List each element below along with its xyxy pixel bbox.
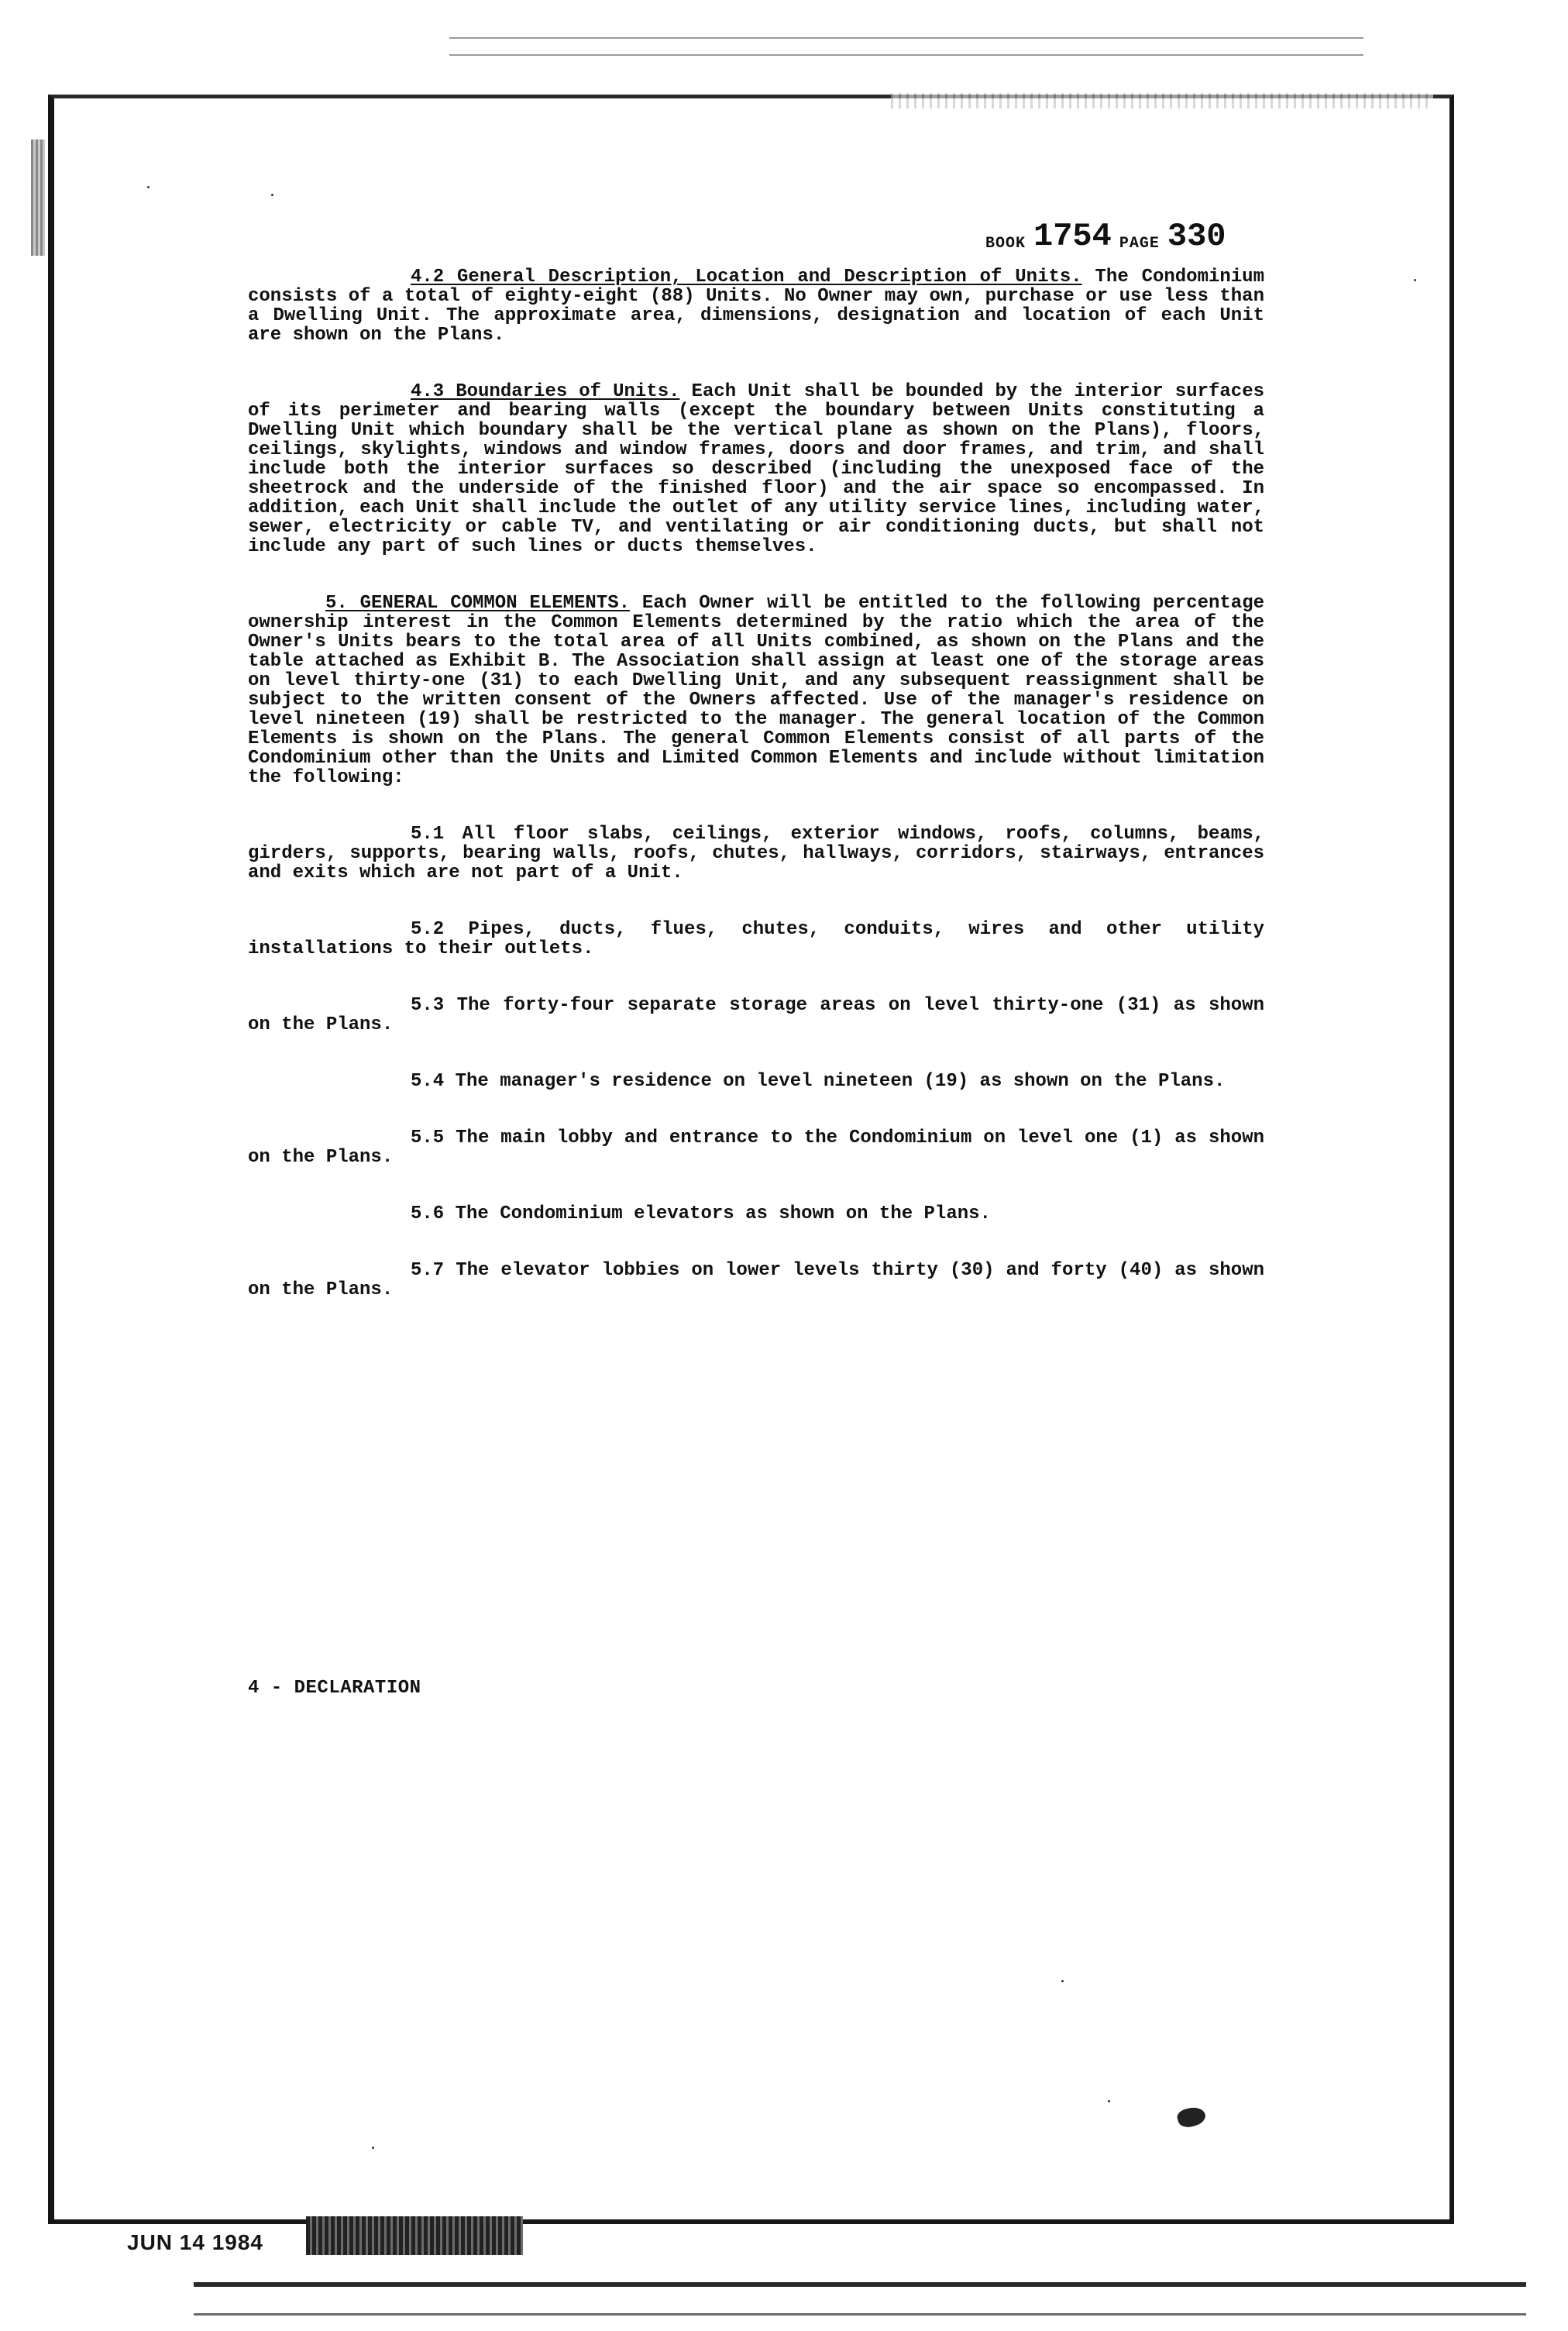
scan-dark-strip [306, 2216, 523, 2255]
section-5-6-body: The Condominium elevators as shown on the Plans. [455, 1203, 991, 1224]
section-5-3 [248, 996, 1264, 1035]
section-5-4 [248, 1072, 1264, 1091]
section-5-4-body: The manager's residence on level nineteen (19) as shown on the Plans. [455, 1071, 1226, 1092]
section-4-3-heading: 4.3 Boundaries of Units. [411, 381, 680, 402]
left-edge-artifact [31, 139, 45, 256]
section-5-6 [248, 1204, 1264, 1224]
book-prefix: BOOK [985, 235, 1026, 253]
section-5-3-body: The forty-four separate storage areas on level thirty-one (31) as shown on the Plans. [248, 995, 1264, 1035]
section-4-3-body: Each Unit shall be bounded by the interior surfaces of its perimeter and bearing walls (except the boundary between Units constituting a Dwelling Unit which boundary shall be the vertical plane as shown on the Plans), floors, ceilings, skylights, windows and window frames, doors and door frames, and trim, and shall include both the interior surfaces so described (including the unexposed face of the sheetrock and the underside of the finished floor) and the air space so encompassed. In addition, each Unit shall include the outlet of any utility service lines, including water, sewer, electricity or cable TV, and ventilating or air conditioning ducts, but shall not include any part of such lines or ducts themselves. [248, 381, 1265, 557]
scan-dot [1414, 279, 1416, 281]
section-5-4-number: 5.4 [411, 1071, 445, 1092]
section-5-heading: 5. GENERAL COMMON ELEMENTS. [325, 593, 631, 614]
section-5 [248, 594, 1264, 787]
section-4-2 [248, 267, 1264, 345]
section-5-7-body: The elevator lobbies on lower levels thirty (30) and forty (40) as shown on the Plans. [248, 1260, 1265, 1300]
section-4-2-heading: 4.2 General Description, Location and Description of Units. [411, 267, 1082, 288]
document-body [248, 267, 1264, 1337]
scan-noise-strip [891, 93, 1433, 108]
section-5-5-body: The main lobby and entrance to the Condominium on level one (1) as shown on the Plans. [248, 1128, 1265, 1168]
section-5-body: Each Owner will be entitled to the following percentage ownership interest in the Common Elements determined by the ratio which the area of the Owner's Units bears to the total area of all Units combined, as shown on the Plans and the table attached as Exhibit B. The Association shall assign at least one of the storage areas on level thirty-one (31) to each Dwelling Unit, and any subsequent reassignment shall be subject to the written consent of the Owners affected. Use of the manager's residence on level nineteen (19) shall be restricted to the manager. The general location of the Common Elements is shown on the Plans. The general Common Elements consist of all parts of the Condominium other than the Units and Limited Common Elements and include without limitation the following: [248, 593, 1264, 788]
section-5-2 [248, 920, 1264, 959]
top-rule-secondary [449, 54, 1363, 56]
page-number: 330 [1167, 218, 1226, 255]
section-5-7-number: 5.7 [411, 1260, 445, 1281]
scan-dot [372, 2147, 374, 2149]
section-4-2-body: The Condominium consists of a total of eighty-eight (88) Units. No Owner may own, purchase or use less than a Dwelling Unit. The approximate area, dimensions, designation and location of each Unit are shown on the Plans. [248, 267, 1264, 346]
section-5-5 [248, 1128, 1264, 1167]
section-5-2-number: 5.2 [411, 919, 445, 940]
scan-dot [147, 186, 150, 188]
section-5-1 [248, 825, 1264, 883]
filing-date-stamp: JUN 14 1984 [127, 2230, 264, 2254]
section-5-3-number: 5.3 [411, 995, 445, 1016]
section-5-6-number: 5.6 [411, 1203, 445, 1224]
section-4-3 [248, 382, 1264, 556]
section-5-1-body: All floor slabs, ceilings, exterior windows, roofs, columns, beams, girders, supports, bearing walls, roofs, chutes, hallways, corridors, stairways, entrances and exits which are not part of a Unit. [248, 824, 1264, 883]
section-5-5-number: 5.5 [411, 1128, 445, 1148]
section-5-1-number: 5.1 [411, 824, 445, 845]
scan-dot [1108, 2100, 1110, 2102]
bottom-scan-rule-secondary [194, 2313, 1526, 2316]
bottom-scan-rule [194, 2282, 1526, 2287]
section-5-2-body: Pipes, ducts, flues, chutes, conduits, wires and other utility installations to their outlets. [248, 919, 1264, 959]
scan-dot [271, 194, 273, 196]
scan-dot [1061, 1980, 1064, 1982]
book-number: 1754 [1033, 218, 1112, 255]
book-page-reference [985, 219, 1257, 253]
page-label: PAGE [1119, 235, 1160, 253]
footer-label: 4 - DECLARATION [248, 1678, 421, 1699]
top-rule [449, 37, 1363, 39]
section-5-7 [248, 1261, 1264, 1300]
